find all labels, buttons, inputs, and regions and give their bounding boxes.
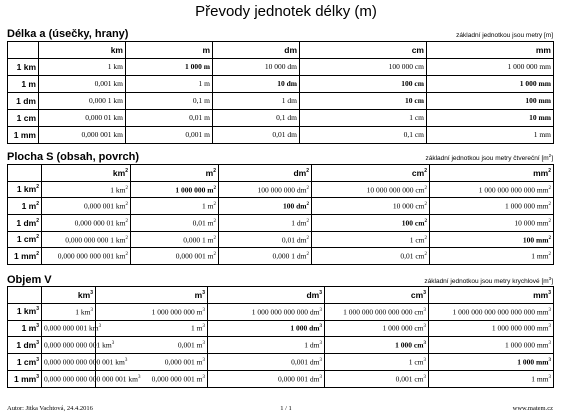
- table-cell: 1 $km^2$: [42, 181, 131, 198]
- corner-cell: [8, 42, 39, 59]
- column-header: $cm^2$: [312, 165, 430, 182]
- section-note: základní jednotkou jsou metry krychlové $[m^3]$: [424, 275, 553, 285]
- table-cell: 0,001 $m^3$: [96, 337, 208, 354]
- table-cell: 1 000 mm: [427, 76, 554, 93]
- table-cell: 1 cm: [300, 110, 427, 127]
- table-cell: 1 $mm^2$: [430, 248, 554, 265]
- table-cell: 0,000 000 001 $km^3$: [42, 320, 96, 337]
- corner-cell: [8, 165, 42, 182]
- table-cell: 0,000 000 000 1 $km^2$: [42, 231, 131, 248]
- section-note: základní jednotkou jsou metry čtvereční $[m^2]$: [425, 152, 553, 162]
- table-row: [8, 248, 554, 265]
- table-cell: 0,1 m: [126, 93, 213, 110]
- table-cell: 1 $m^3$: [96, 320, 208, 337]
- table-cell: 1 000 000 $cm^3$: [325, 320, 429, 337]
- column-header: mm: [427, 42, 554, 59]
- table-cell: 0,000 000 001 $m^3$: [96, 370, 208, 387]
- table-row: [8, 181, 554, 198]
- table-cell: 1 000 m: [126, 59, 213, 76]
- table-cell: 0,001 m: [126, 127, 213, 144]
- footer-author: Autor: Jitka Vachtová, 24.4.2016: [7, 405, 93, 412]
- table-cell: 100 000 000 $dm^2$: [219, 181, 312, 198]
- footer-site: www.matem.cz: [512, 405, 553, 412]
- table-cell: 0,000 000 000 001 $km^2$: [42, 248, 131, 265]
- table-cell: 0,01 $cm^2$: [312, 248, 430, 265]
- table-cell: 10 000 $mm^2$: [430, 215, 554, 232]
- table-cell: 10 cm: [300, 93, 427, 110]
- table-row: [8, 370, 554, 387]
- row-header: 1 $m^2$: [8, 198, 42, 215]
- table-cell: 100 $cm^2$: [312, 215, 430, 232]
- table-row: [8, 76, 554, 93]
- table-row: [8, 127, 554, 144]
- table-cell: 0,001 $dm^3$: [208, 354, 325, 371]
- corner-cell: [8, 287, 42, 304]
- column-header: km: [39, 42, 126, 59]
- section-volume-header: [7, 272, 553, 286]
- column-header: $mm^3$: [429, 287, 554, 304]
- table-cell: 1 000 $mm^3$: [429, 354, 554, 371]
- table-cell: 1 $km^3$: [42, 303, 96, 320]
- table-cell: 10 000 $cm^2$: [312, 198, 430, 215]
- column-header: $m^3$: [96, 287, 208, 304]
- section-note: základní jednotkou jsou metry [m]: [456, 32, 553, 39]
- table-cell: 100 $dm^2$: [219, 198, 312, 215]
- table-cell: 0,001 $cm^3$: [325, 370, 429, 387]
- table-row: [8, 198, 554, 215]
- table-cell: 0,01 $dm^2$: [219, 231, 312, 248]
- section-area-header: [7, 149, 553, 163]
- volume-conversion-table: [7, 286, 554, 388]
- section-title: Objem V: [7, 274, 52, 286]
- section-length-header: [7, 26, 553, 40]
- table-row: [8, 93, 554, 110]
- row-header: 1 km: [8, 59, 39, 76]
- table-cell: 0,000 000 000 000 001 $km^3$: [42, 354, 96, 371]
- table-cell: 1 m: [126, 76, 213, 93]
- section-title: Délka a (úsečky, hrany): [7, 28, 129, 40]
- table-cell: 0,000 000 000 001 $km^3$: [42, 337, 96, 354]
- column-header: cm: [300, 42, 427, 59]
- table-cell: 0,000 000 000 000 000 001 $km^3$: [42, 370, 96, 387]
- row-header: 1 mm: [8, 127, 39, 144]
- table-cell: 0,000 001 $m^3$: [96, 354, 208, 371]
- table-cell: 0,1 cm: [300, 127, 427, 144]
- row-header: 1 cm: [8, 110, 39, 127]
- table-cell: 1 000 000 000 000 $mm^2$: [430, 181, 554, 198]
- table-cell: 1 $cm^2$: [312, 231, 430, 248]
- table-cell: 100 cm: [300, 76, 427, 93]
- header-row: [8, 165, 554, 182]
- header-row: [8, 42, 554, 59]
- table-cell: 1 mm: [427, 127, 554, 144]
- table-cell: 1 000 000 000 $mm^3$: [429, 320, 554, 337]
- column-header: m: [126, 42, 213, 59]
- column-header: $dm^3$: [208, 287, 325, 304]
- table-cell: 1 000 000 $mm^3$: [429, 337, 554, 354]
- table-cell: 1 000 000 000 $m^3$: [96, 303, 208, 320]
- row-header: 1 $km^2$: [8, 181, 42, 198]
- table-cell: 10 000 dm: [213, 59, 300, 76]
- table-cell: 100 000 cm: [300, 59, 427, 76]
- table-row: [8, 354, 554, 371]
- table-cell: 10 mm: [427, 110, 554, 127]
- table-cell: 0,000 1 $dm^2$: [219, 248, 312, 265]
- row-header: 1 $dm^3$: [8, 337, 42, 354]
- table-row: [8, 110, 554, 127]
- column-header: $mm^2$: [430, 165, 554, 182]
- table-cell: 0,000 001 km: [39, 127, 126, 144]
- row-header: 1 $cm^3$: [8, 354, 42, 371]
- header-row: [8, 287, 554, 304]
- row-header: 1 $dm^2$: [8, 215, 42, 232]
- table-cell: 1 000 $cm^3$: [325, 337, 429, 354]
- row-header: 1 $cm^2$: [8, 231, 42, 248]
- table-cell: 10 dm: [213, 76, 300, 93]
- table-cell: 0,000 001 $m^2$: [131, 248, 219, 265]
- column-header: $dm^2$: [219, 165, 312, 182]
- table-cell: 0,1 dm: [213, 110, 300, 127]
- table-cell: 1 $dm^3$: [208, 337, 325, 354]
- column-header: $km^3$: [42, 287, 96, 304]
- table-cell: 1 000 000 000 000 000 $cm^3$: [325, 303, 429, 320]
- column-header: $m^2$: [131, 165, 219, 182]
- table-cell: 0,01 dm: [213, 127, 300, 144]
- table-cell: 1 000 000 $m^2$: [131, 181, 219, 198]
- table-cell: 0,000 01 km: [39, 110, 126, 127]
- row-header: 1 $mm^3$: [8, 370, 42, 387]
- row-header: 1 $km^3$: [8, 303, 42, 320]
- table-cell: 1 dm: [213, 93, 300, 110]
- footer-page-number: 1 / 1: [280, 405, 292, 412]
- table-cell: 0,01 m: [126, 110, 213, 127]
- row-header: 1 $mm^2$: [8, 248, 42, 265]
- table-cell: 1 000 000 000 000 $dm^3$: [208, 303, 325, 320]
- table-cell: 1 000 000 000 000 000 000 $mm^3$: [429, 303, 554, 320]
- table-row: [8, 231, 554, 248]
- table-row: [8, 303, 554, 320]
- table-row: [8, 215, 554, 232]
- table-cell: 1 $dm^2$: [219, 215, 312, 232]
- column-header: $cm^3$: [325, 287, 429, 304]
- table-cell: 100 $mm^2$: [430, 231, 554, 248]
- table-row: [8, 320, 554, 337]
- table-row: [8, 337, 554, 354]
- row-header: 1 $m^3$: [8, 320, 42, 337]
- table-cell: 0,000 1 km: [39, 93, 126, 110]
- table-cell: 1 $m^2$: [131, 198, 219, 215]
- table-cell: 1 km: [39, 59, 126, 76]
- table-cell: 1 $mm^3$: [429, 370, 554, 387]
- table-cell: 0,001 km: [39, 76, 126, 93]
- table-cell: 1 000 000 mm: [427, 59, 554, 76]
- row-header: 1 m: [8, 76, 39, 93]
- table-cell: 0,01 $m^2$: [131, 215, 219, 232]
- column-header: dm: [213, 42, 300, 59]
- length-conversion-table: [7, 41, 554, 144]
- column-header: $km^2$: [42, 165, 131, 182]
- table-cell: 1 000 $dm^3$: [208, 320, 325, 337]
- table-cell: 0,000 000 01 $km^2$: [42, 215, 131, 232]
- table-cell: 0,000 1 $m^2$: [131, 231, 219, 248]
- table-cell: 1 000 000 $mm^2$: [430, 198, 554, 215]
- area-conversion-table: [7, 164, 554, 265]
- page-title: Převody jednotek délky (m): [195, 3, 377, 20]
- table-cell: 0,000 001 $dm^3$: [208, 370, 325, 387]
- table-cell: 0,000 001 $km^2$: [42, 198, 131, 215]
- table-cell: 1 $cm^3$: [325, 354, 429, 371]
- section-title: Plocha S (obsah, povrch): [7, 151, 140, 163]
- table-row: [8, 59, 554, 76]
- table-cell: 10 000 000 000 $cm^2$: [312, 181, 430, 198]
- table-cell: 100 mm: [427, 93, 554, 110]
- row-header: 1 dm: [8, 93, 39, 110]
